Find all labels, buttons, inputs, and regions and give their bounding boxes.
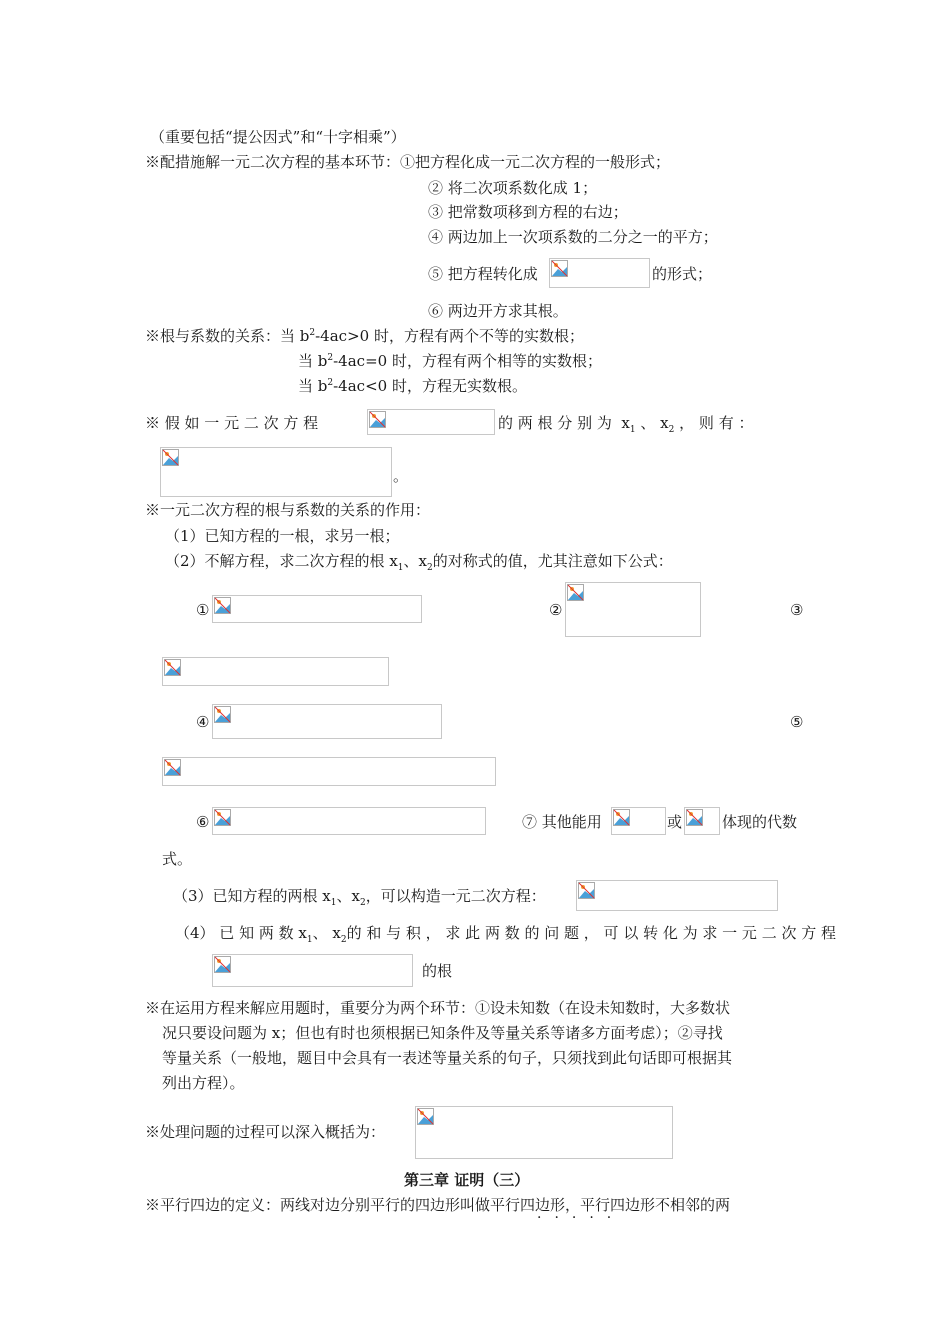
broken-image-icon bbox=[164, 759, 181, 776]
broken-image-icon bbox=[214, 706, 231, 723]
text-line: ⑦ 其他能用 bbox=[522, 813, 602, 831]
text-line: 的根 bbox=[422, 962, 453, 980]
text-line: ※ 假 如 一 元 二 次 方 程 bbox=[145, 414, 319, 432]
formula-image bbox=[684, 807, 720, 835]
formula-image bbox=[212, 807, 486, 835]
text-line: ⑥ 两边开方求其根。 bbox=[428, 302, 568, 320]
text-line: （重要包括“提公因式”和“十字相乘”） bbox=[150, 128, 406, 146]
formula-number: ④ bbox=[196, 713, 210, 731]
text-line: （4） 已 知 两 数 $x_1$、 $x_2$的 和 与 积 ， 求 此 两 数 的 问 题 ， 可 以 转 化 为 求 一 元 二 次 方 程 bbox=[175, 924, 836, 945]
formula-number: ② bbox=[549, 601, 563, 619]
text-line: ※一元二次方程的根与系数的关系的作用： bbox=[145, 501, 431, 519]
emphasis-dots: ····· bbox=[537, 1210, 625, 1226]
formula-image bbox=[576, 880, 778, 911]
text-line: ※平行四边的定义：两线对边分别平行的四边形叫做平行四边形，平行四边形不相邻的两 bbox=[145, 1196, 731, 1214]
formula-number: ③ bbox=[790, 601, 804, 619]
text-line: ④ 两边加上一次项系数的二分之一的平方； bbox=[428, 228, 718, 246]
formula-image bbox=[611, 807, 666, 835]
broken-image-icon bbox=[567, 584, 584, 601]
formula-number: ⑤ bbox=[790, 713, 804, 731]
formula-number: ⑥ bbox=[196, 813, 210, 831]
text-line: 况只要设问题为 x；但也有时也须根据已知条件及等量关系等诸多方面考虑）；②寻找 bbox=[162, 1024, 723, 1042]
text-line: 式。 bbox=[162, 850, 193, 868]
formula-image bbox=[549, 258, 650, 288]
broken-image-icon bbox=[162, 449, 179, 466]
broken-image-icon bbox=[369, 411, 386, 428]
text-line: ⑤ 把方程转化成 bbox=[428, 265, 538, 283]
text-line: 列出方程）。 bbox=[162, 1074, 245, 1092]
formula-image bbox=[162, 757, 496, 786]
text-line: 当 $b^2-4ac<0$ 时，方程无实数根。 bbox=[298, 377, 527, 395]
text-line: 当 $b^2-4ac=0$ 时，方程有两个相等的实数根； bbox=[298, 352, 602, 370]
text-line: ※在运用方程来解应用题时，重要分为两个环节：①设未知数（在设未知数时，大多数状 bbox=[145, 999, 731, 1017]
text-line: ※处理问题的过程可以深入概括为： bbox=[145, 1123, 386, 1141]
broken-image-icon bbox=[686, 809, 703, 826]
formula-image bbox=[162, 657, 389, 686]
text-line: （1）已知方程的一根，求另一根； bbox=[165, 527, 400, 545]
text-line: 体现的代数 bbox=[722, 813, 798, 831]
text-line: （3）已知方程的两根 $x_1$、$x_2$，可以构造一元二次方程： bbox=[173, 887, 546, 908]
text-line: 。 bbox=[393, 467, 409, 485]
formula-image bbox=[212, 954, 413, 987]
formula-number: ① bbox=[196, 601, 210, 619]
formula-image bbox=[415, 1106, 673, 1159]
broken-image-icon bbox=[214, 597, 231, 614]
broken-image-icon bbox=[417, 1108, 434, 1125]
broken-image-icon bbox=[578, 882, 595, 899]
text-line: 的 两 根 分 别 为 $x_1$ 、 $x_2$ ， 则 有 ： bbox=[498, 414, 754, 435]
broken-image-icon bbox=[613, 809, 630, 826]
text-line: ※根与系数的关系：当 $b^2-4ac>0$ 时，方程有两个不等的实数根； bbox=[145, 327, 584, 345]
broken-image-icon bbox=[551, 260, 568, 277]
chapter-heading: 第三章 证明（三） bbox=[404, 1171, 530, 1189]
formula-image bbox=[212, 595, 422, 623]
formula-image bbox=[160, 447, 392, 497]
formula-image bbox=[565, 582, 701, 637]
text-line: （2）不解方程，求二次方程的根 $x_1$、$x_2$的对称式的值，尤其注意如下公式： bbox=[165, 552, 673, 573]
text-line: ※配措施解一元二次方程的基本环节：①把方程化成一元二次方程的一般形式； bbox=[145, 153, 671, 171]
text-line: 或 bbox=[667, 813, 683, 831]
broken-image-icon bbox=[214, 809, 231, 826]
text-line: ③ 把常数项移到方程的右边； bbox=[428, 203, 628, 221]
text-line: 等量关系（一般地，题目中会具有一表述等量关系的句子，只须找到此句话即可根据其 bbox=[162, 1049, 733, 1067]
formula-image bbox=[367, 409, 495, 435]
text-line: 的形式； bbox=[652, 265, 713, 283]
text-line: ② 将二次项系数化成 1； bbox=[428, 179, 598, 197]
formula-image bbox=[212, 704, 442, 739]
broken-image-icon bbox=[214, 956, 231, 973]
broken-image-icon bbox=[164, 659, 181, 676]
